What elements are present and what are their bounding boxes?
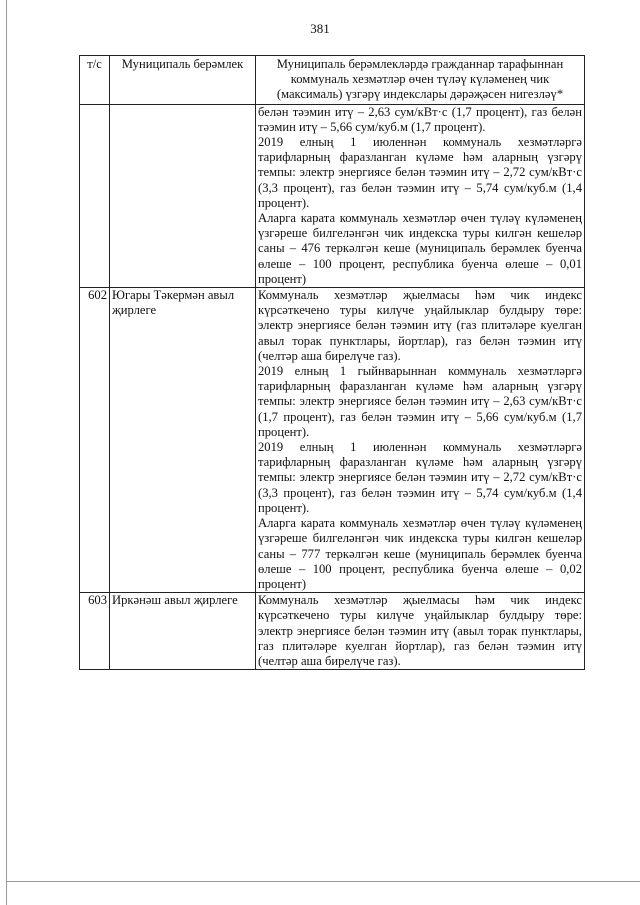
- row-description: [256, 104, 585, 287]
- row-municipality: [110, 104, 256, 287]
- description-paragraph: 2019 елның 1 июленнән коммуналь хезмәтләргә тарифларның фаразланган күләме һәм аларның үзгәрү темпы: электр энергиясе белән тәэмин итү – 2,72 сум/кВт·с (3,3 процент), газ белән тәэмин итү – 5,74 сум/куб.м (1,4 процент).: [258, 440, 582, 515]
- header-municipality: Муниципаль берәмлек: [110, 56, 256, 105]
- description-paragraph: Коммуналь хезмәтләр җыелмасы һәм чик индекс күрсәткечено туры килүче уңайлыклар булдыру төре: электр энергиясе белән тәэмин итү (газ плитәләре куелган авыл торак пунктлары, йортлар), газ белән тәэмин итү (челтәр аша бирелүче газ).: [258, 288, 582, 363]
- row-num: 602: [80, 288, 110, 593]
- row-num: [80, 104, 110, 287]
- table-row: [80, 104, 585, 287]
- tariff-index-table: [79, 55, 585, 670]
- description-paragraph: белән тәэмин итү – 2,63 сум/кВт·с (1,7 процент), газ белән тәэмин итү – 5,66 сум/куб.м (1,7 процент).: [258, 104, 582, 134]
- page-number: 381: [310, 21, 330, 36]
- row-description: [256, 593, 585, 670]
- description-paragraph: 2019 елның 1 гыйнварыннан коммуналь хезмәтләргә тарифларның фаразланган күләме һәм аларның үзгәрү темпы: электр энергиясе белән тәэмин итү – 2,63 сум/кВт·с (1,7 процент), газ белән тәэмин итү – 5,66 сум/куб.м (1,7 процент).: [258, 364, 582, 439]
- table-header: [80, 56, 585, 105]
- table-row: [80, 593, 585, 670]
- scan-edge-left: [6, 0, 7, 905]
- description-paragraph: Коммуналь хезмәтләр җыелмасы һәм чик индекс күрсәткечено туры килүче уңайлыклар булдыру төре: электр энергиясе белән тәэмин итү (авыл торак пунктлары, газ плитәләре куелган йортлар), газ белән тәэмин итү (челтәр аша бирелүче газ).: [258, 593, 582, 668]
- table-header-row: [80, 56, 585, 105]
- description-paragraph: Аларга карата коммуналь хезмәтләр өчен түләү күләменең үзгәреше билгеләнгән чик индекска туры килгән кешеләр саны – 476 теркәлгән кеше (муниципаль берәмлек буенча өлеше – 100 процент, республика буенча өлеше – 0,01 процент): [258, 211, 582, 286]
- row-description: [256, 288, 585, 593]
- table-body: [80, 104, 585, 670]
- table-row: [80, 288, 585, 593]
- row-municipality: Иркәнәш авыл җирлеге: [110, 593, 256, 670]
- header-description: Муниципаль берәмлекләрдә гражданнар тарафыннан коммуналь хезмәтләр өчен түләү күләменең чик (максималь) үзгәрү индекслары дәрәҗәсен нигезләү*: [256, 56, 585, 105]
- header-num: т/с: [80, 56, 110, 105]
- description-paragraph: 2019 елның 1 июленнән коммуналь хезмәтләргә тарифларның фаразланган күләме һәм аларның үзгәрү темпы: электр энергиясе белән тәэмин итү – 2,72 сум/кВт·с (3,3 процент), газ белән тәэмин итү – 5,74 сум/куб.м (1,4 процент).: [258, 135, 582, 210]
- scan-edge-bottom: [6, 881, 640, 882]
- description-paragraph: Аларга карата коммуналь хезмәтләр өчен түләү күләменең үзгәреше билгеләнгән чик индекска туры килгән кешеләр саны – 777 теркәлгән кеше (муниципаль берәмлек буенча өлеше – 100 процент, республика буенча өлеше – 0,02 процент): [258, 516, 582, 591]
- row-num: 603: [80, 593, 110, 670]
- row-municipality: Югары Тәкермән авыл җирлеге: [110, 288, 256, 593]
